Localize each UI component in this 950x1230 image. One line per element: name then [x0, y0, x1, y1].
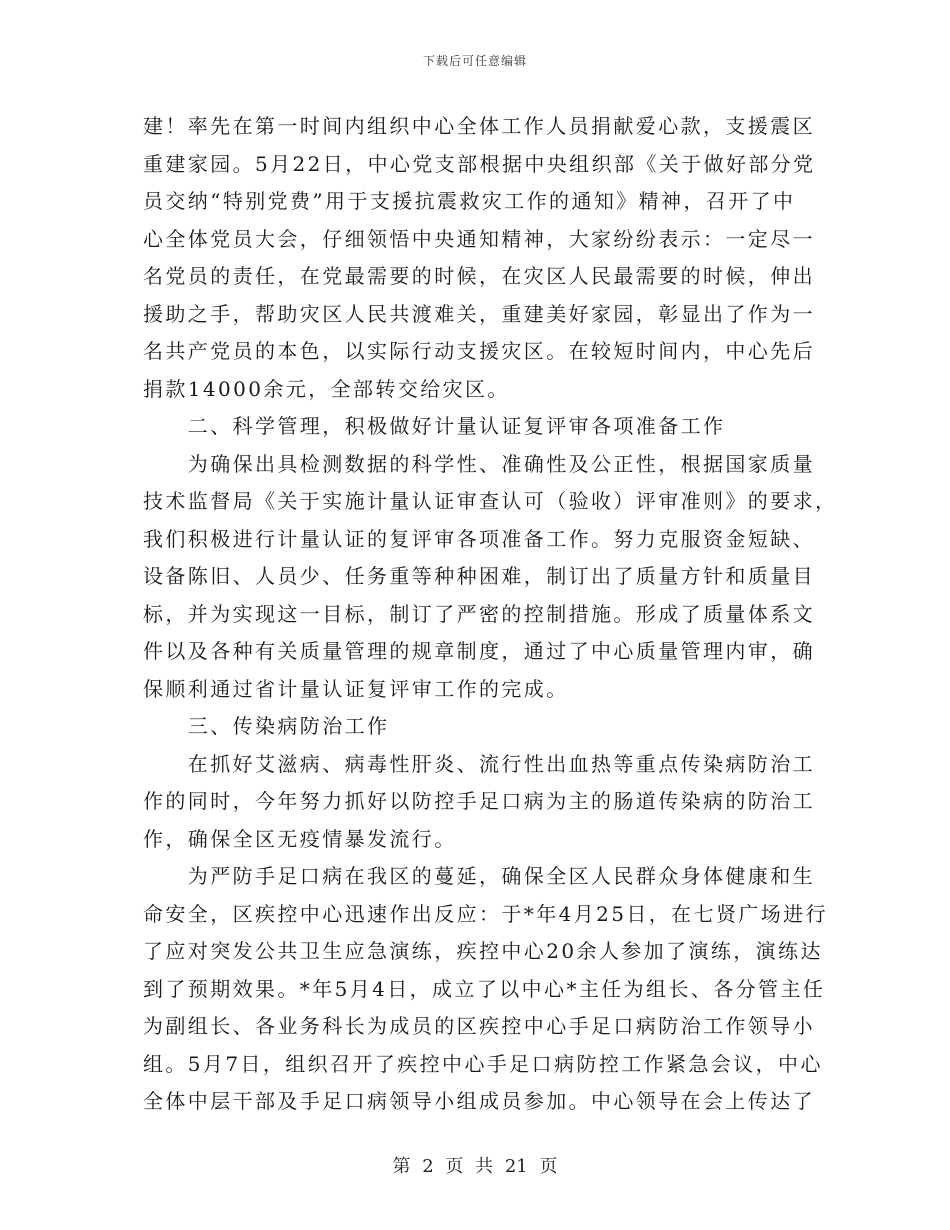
text-line: 命安全，区疾控中心迅速作出反应：于*年4月25日，在七贤广场进行	[143, 901, 828, 926]
page-number-footer: 第 2 页 共 21 页	[392, 1156, 558, 1177]
text-line: 为副组长、各业务科长为成员的区疾控中心手足口病防治工作领导小	[143, 1014, 815, 1038]
text-line: 到了预期效果。*年5月4日，成立了以中心*主任为组长、各分管主任	[143, 976, 826, 1001]
section-heading: 三、传染病防治工作	[143, 714, 390, 738]
text-line: 了应对突发公共卫生应急演练，疾控中心20余人参加了演练，演练达	[143, 939, 823, 963]
section-heading: 二、科学管理，积极做好计量认证复评审各项准备工作	[143, 414, 726, 438]
text-line: 心全体党员大会，仔细领悟中央通知精神，大家纷纷表示：一定尽一	[143, 226, 815, 251]
text-line: 我们积极进行计量认证的复评审各项准备工作。努力克服资金短缺、	[143, 526, 815, 551]
text-line: 名共产党员的本色，以实际行动支援灾区。在较短时间内，中心先后	[143, 339, 815, 363]
text-line: 援助之手，帮助灾区人民共渡难关，重建美好家园，彰显出了作为一	[143, 301, 815, 326]
page-header-note: 下载后可任意编辑	[422, 54, 527, 68]
document-body	[143, 108, 838, 1121]
text-line: 设备陈旧、人员少、任务重等种种困难，制订出了质量方针和质量目	[143, 564, 815, 588]
text-line: 作的同时，今年努力抓好以防控手足口病为主的肠道传染病的防治工	[143, 789, 815, 813]
text-line: 建！率先在第一时间内组织中心全体工作人员捐献爱心款，支援震区	[143, 114, 815, 138]
text-line: 为确保出具检测数据的科学性、准确性及公正性，根据国家质量	[143, 451, 815, 476]
text-line: 标，并为实现这一目标，制订了严密的控制措施。形成了质量体系文	[143, 601, 815, 626]
text-line: 名党员的责任，在党最需要的时候，在灾区人民最需要的时候，伸出	[143, 264, 815, 288]
text-line: 捐款14000余元，全部转交给灾区。	[143, 376, 510, 401]
text-line: 技术监督局《关于实施计量认证审查认可（验收）评审准则》的要求，	[143, 489, 838, 513]
text-line: 为严防手足口病在我区的蔓延，确保全区人民群众身体健康和生	[143, 864, 815, 888]
text-line: 件以及各种有关质量管理的规章制度，通过了中心质量管理内审，确	[143, 639, 815, 663]
text-line: 员交纳“特别党费”用于支援抗震救灾工作的通知》精神，召开了中	[143, 189, 796, 213]
text-line: 保顺利通过省计量认证复评审工作的完成。	[143, 676, 569, 701]
text-line: 在抓好艾滋病、病毒性肝炎、流行性出血热等重点传染病防治工	[143, 751, 815, 776]
text-line: 全体中层干部及手足口病领导小组成员参加。中心领导在会上传达了	[143, 1089, 815, 1113]
text-line: 作，确保全区无疫情暴发流行。	[143, 826, 457, 851]
text-line: 组。5月7日，组织召开了疾控中心手足口病防控工作紧急会议，中心	[143, 1051, 823, 1076]
text-line: 重建家园。5月22日，中心党支部根据中央组织部《关于做好部分党	[143, 151, 816, 176]
